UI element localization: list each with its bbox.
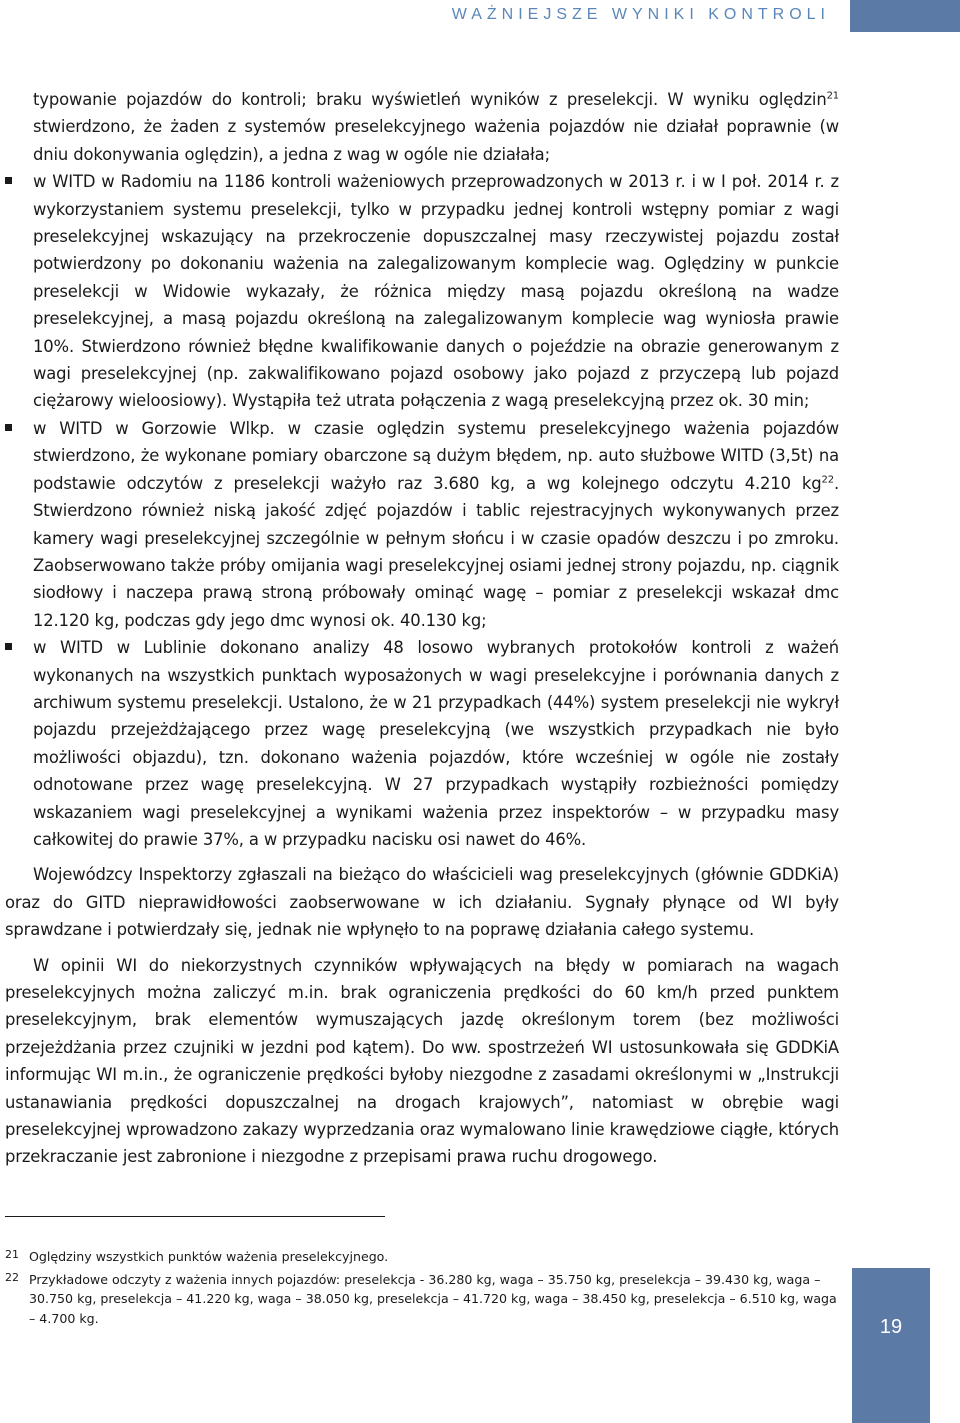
footnote-22 xyxy=(5,1270,843,1329)
footnotes xyxy=(5,1247,843,1331)
intro-paragraph xyxy=(5,86,839,168)
bullet-item-radom xyxy=(5,168,839,415)
bullet-text: w WITD w Lublinie dokonano analizy 48 losowo wybranych protokołów kontroli z ważeń wykonanych na wszystkich punktach wyposażonych w wagi preselekcyjne i porównania danych z archiwum systemu preselekcji. Ustalono, że w 21 przypadkach (44%) system preselekcji nie wykrył pojazdu przejeżdżającego przez wagę preselekcyjną (we wszystkich przypadkach nie było możliwości objazdu), tzn. dokonano ważenia pojazdów, które wcześniej w ogóle nie zostały odnotowane przez wagę preselekcyjną. W 27 przypadkach wystąpiły rozbieżności pomiędzy wskazaniem wagi preselekcyjnej a wynikami ważenia przez inspektorów – w przypadku masy całkowitej do prawie 37%, a w przypadku nacisku osi nawet do 46%. xyxy=(33,638,839,849)
header-accent-block xyxy=(850,0,960,32)
footnote-text: Przykładowe odczyty z ważenia innych pojazdów: preselekcja - 36.280 kg, waga – 35.750 kg, preselekcja – 39.430 kg, waga – 30.750 kg, preselekcja – 41.220 kg, waga – 38.050 kg, preselekcja – 41.720 kg, waga – 38.450 kg, preselekcja – 6.510 kg, waga – 4.700 kg. xyxy=(29,1271,837,1326)
body-paragraph-2: W opinii WI do niekorzystnych czynników wpływających na błędy w pomiarach na wagach preselekcyjnych można zaliczyć m.in. brak ograniczenia prędkości do 60 km/h przed punktem preselekcyjnym, brak elementów wymuszających jazdę określonym torem (bez możliwości przejeżdżania przez czujniki w jezdni pod kątem). Do ww. spostrzeżeń WI ustosunkowała się GDDKiA informując WI m.in., że ograniczenie prędkości byłoby niezgodne z zasadami określonymi w „Instrukcji ustanawiania prędkości dopuszczalnej na drogach krajowych”, natomiast w obrębie wagi preselekcyjnej wprowadzono zakazy wyprzedzania oraz wymalowano linie krawędziowe ciągłe, których przekraczanie jest zabronione i niezgodne z przepisami prawa ruchu drogowego. xyxy=(5,955,839,1167)
running-header-title: WAŻNIEJSZE WYNIKI KONTROLI xyxy=(451,6,830,23)
intro-line-2: stwierdzono, że żaden z systemów preselekcyjnego ważenia pojazdów nie działał poprawnie (w dniu dokonywania oględzin), a jedna z wag w ogóle nie działała; xyxy=(33,117,839,164)
bullet-text: w WITD w Radomiu na 1186 kontroli ważeniowych przeprowadzonych w 2013 r. i w I poł. 2014 r. z wykorzystaniem systemu preselekcji, tylko w przypadku jednej kontroli wstępny pomiar z wagi preselekcyjnej wskazujący na przekroczenie dopuszczalnej masy rzeczywistej pojazdu został potwierdzony po dokonaniu ważenia na zalegalizowanym komplecie wag. Oględziny w punkcie preselekcji w Widowie wykazały, że różnica między masą pojazdu określoną na wadze preselekcyjnej, a masą pojazdu określoną na zalegalizowanym komplecie wag wyniosła prawie 10%. Stwierdzono również błędne kwalifikowanie danych o pojeździe na obrazie generowanym z wagi preselekcyjnej (np. zakwalifikowano pojazd osobowy jako pojazd z przyczepą lub pojazd ciężarowy wieloosiowy). Wystąpiła też utrata połączenia z wagą preselekcyjną przez ok. 30 min; xyxy=(33,172,839,411)
footnote-ref-21[interactable]: 21 xyxy=(826,90,839,102)
page-number: 19 xyxy=(879,1316,903,1338)
bullet-square-icon xyxy=(5,643,12,650)
bullet-item-gorzow xyxy=(5,415,839,634)
bullet-text xyxy=(33,415,839,634)
page-number-box xyxy=(852,1268,930,1423)
footnote-number: 21 xyxy=(5,1248,19,1261)
bullet-item-lublin xyxy=(5,634,839,853)
bullet-square-icon xyxy=(5,424,12,431)
footnote-divider xyxy=(5,1216,385,1217)
bullet-text-part-b: . Stwierdzono również niską jakość zdjęć pojazdów i tablic rejestracyjnych wykonywanych przez kamery wagi preselekcyjnej szczególnie w pełnym słońcu i w czasie opadów deszczu i po zmroku. Zaobserwowano także próby omijania wagi preselekcyjnej osiami jednej strony pojazdu, np. ciągnik siodłowy i naczepa prawą stroną próbowały ominąć wagę – pomiar z preselekcji wskazał dmc 12.120 kg, podczas gdy jego dmc wynosi ok. 40.130 kg; xyxy=(33,473,839,630)
footnote-ref-22[interactable]: 22 xyxy=(821,474,834,486)
main-content xyxy=(5,86,839,1171)
footnote-number: 22 xyxy=(5,1270,19,1284)
bullet-text-part-a: w WITD w Gorzowie Wlkp. w czasie oględzin systemu preselekcyjnego ważenia pojazdów stwierdzono, że wykonane pomiary obarczone są dużym błędem, np. auto służbowe WITD (3,5t) na podstawie odczytów z preselekcji ważyło raz 3.680 kg, a wg kolejnego odczytu 4.210 kg xyxy=(33,418,839,493)
intro-line-1: typowanie pojazdów do kontroli; braku wyświetleń wyników z preselekcji. W wyniku oględzin xyxy=(33,90,827,109)
body-paragraph-1: Wojewódzcy Inspektorzy zgłaszali na bieżąco do właścicieli wag preselekcyjnych (głównie GDDKiA) oraz do GITD nieprawidłowości zaobserwowane w ich działaniu. Sygnały płynące od WI były sprawdzane i potwierdzały się, jednak nie wpłynęło to na poprawę działania całego systemu. xyxy=(5,865,839,940)
footnote-21 xyxy=(5,1247,843,1267)
bullet-square-icon xyxy=(5,177,12,184)
footnote-text: Oględziny wszystkich punktów ważenia preselekcyjnego. xyxy=(29,1249,389,1264)
